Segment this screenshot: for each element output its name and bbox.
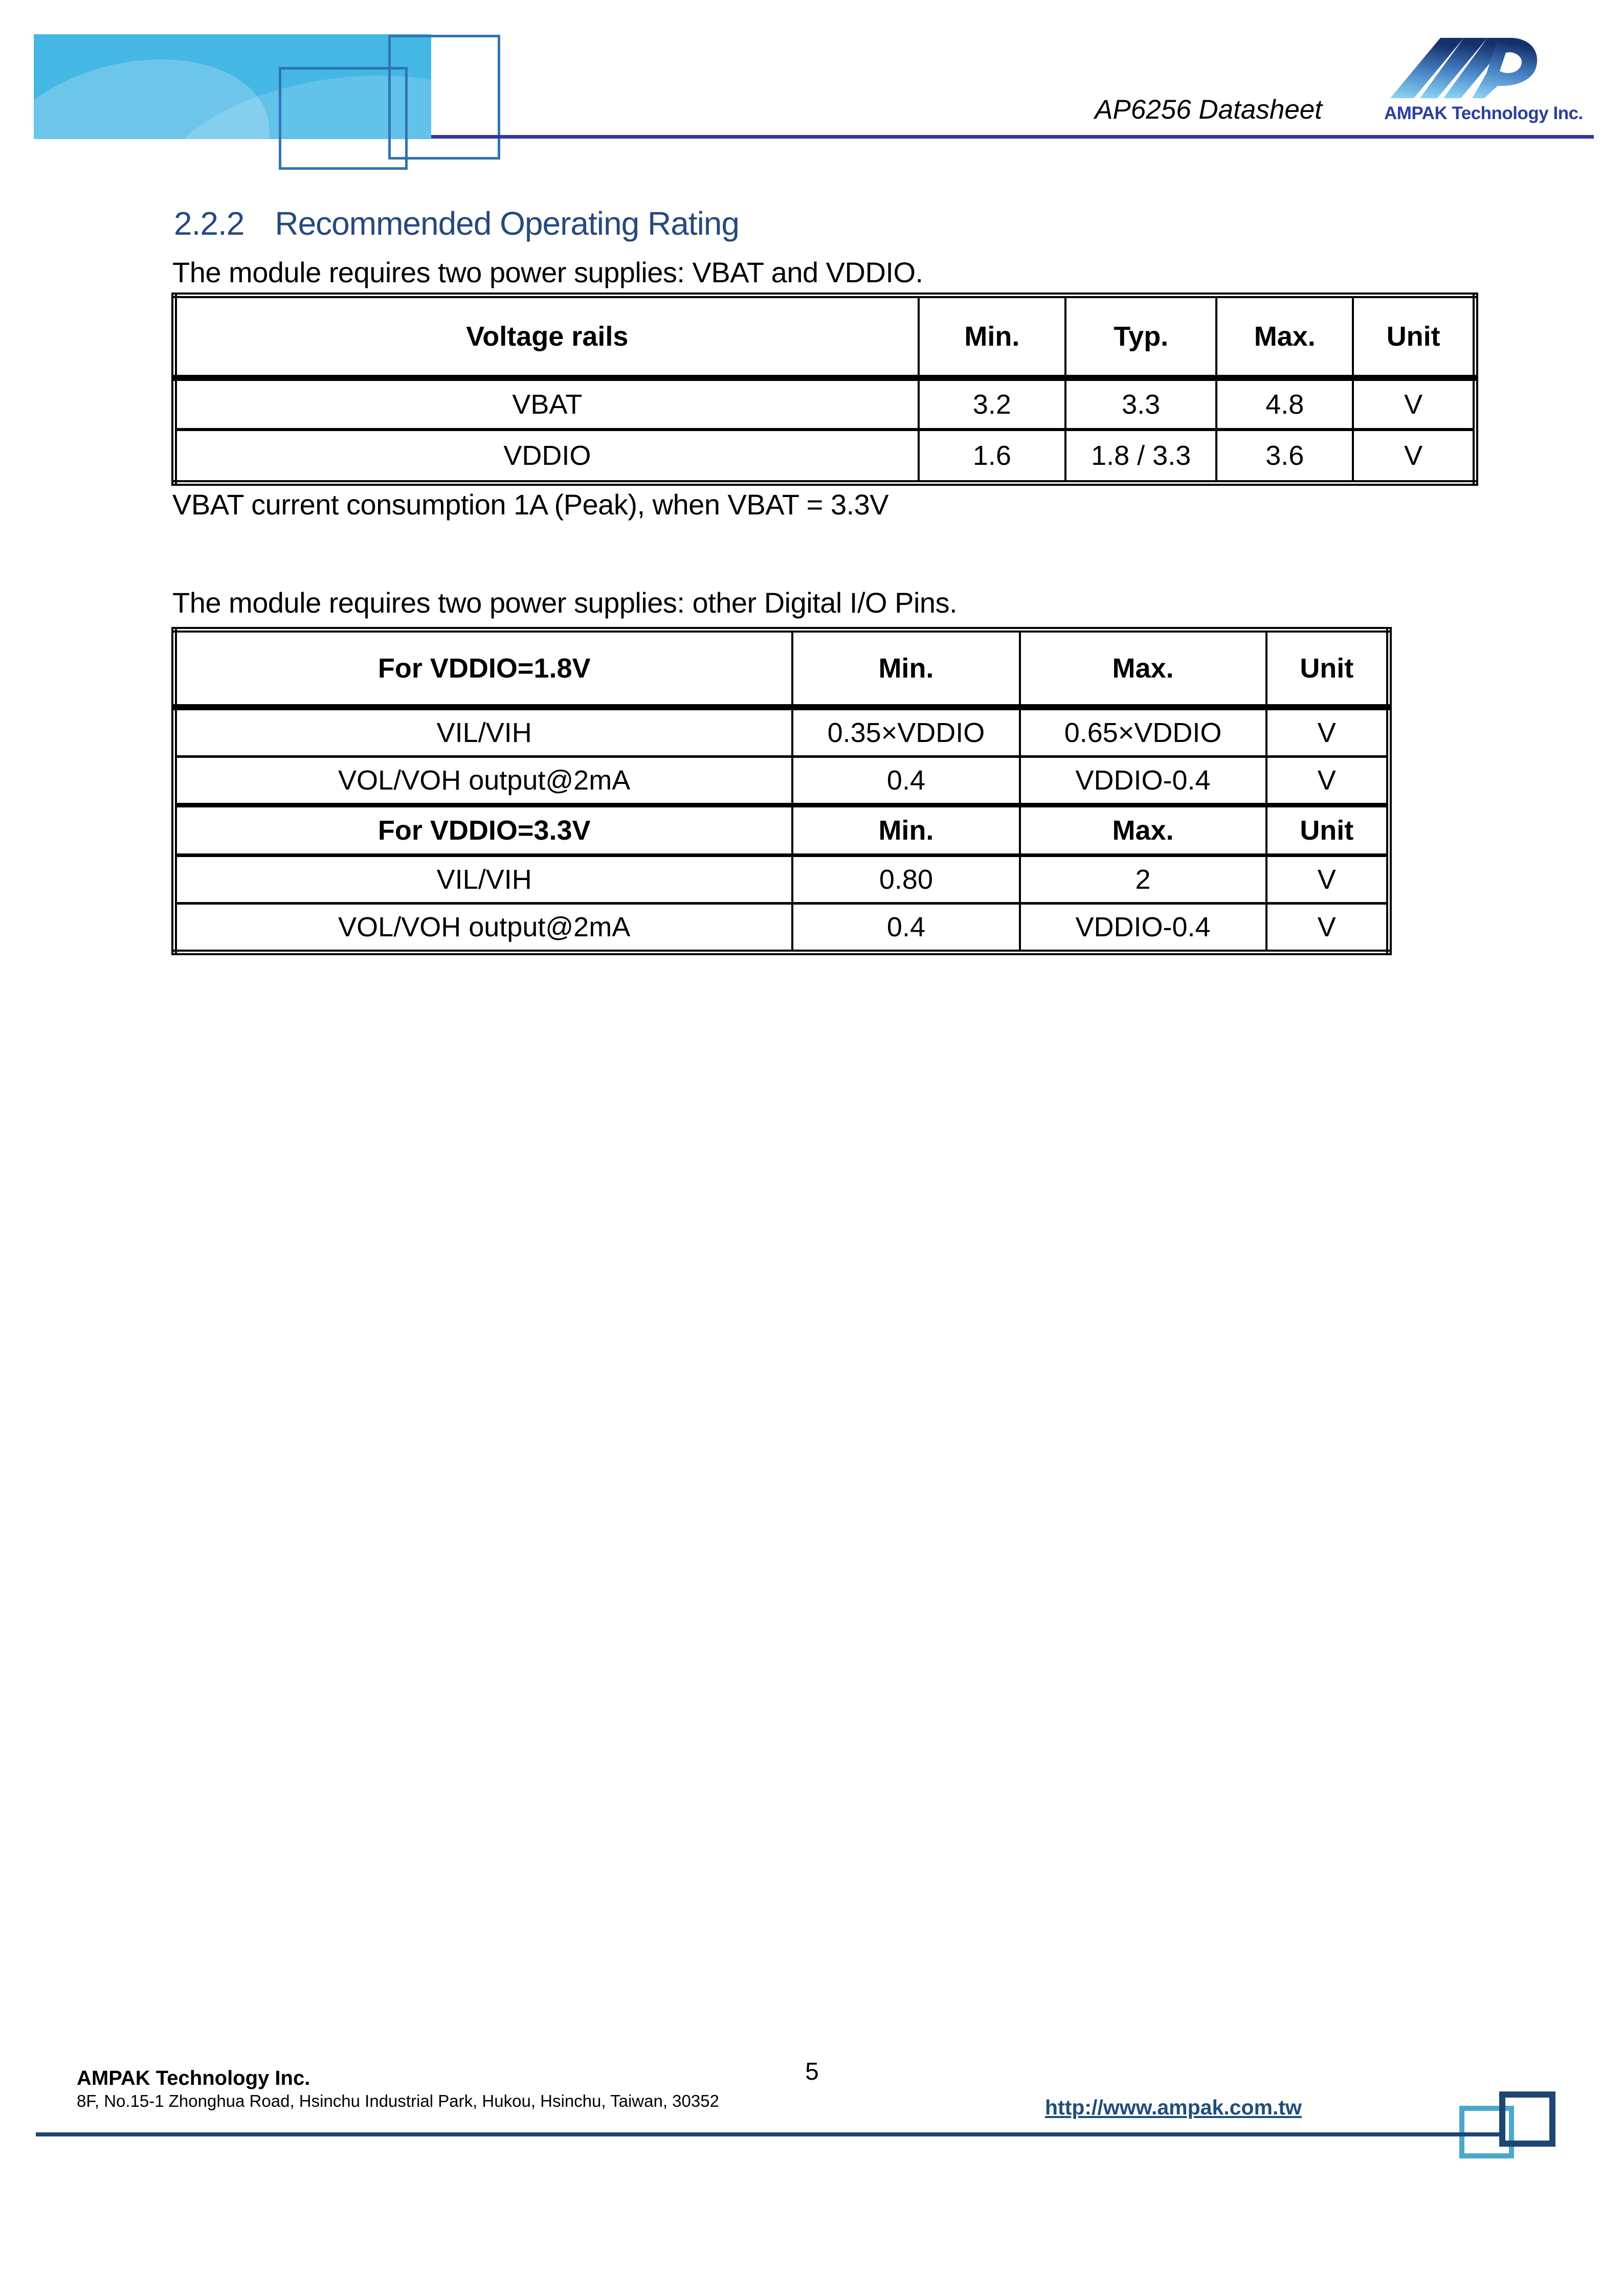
- table-cell: V: [1266, 904, 1389, 953]
- table-cell: V: [1353, 430, 1475, 483]
- section-heading: [174, 205, 739, 242]
- column-header: For VDDIO=1.8V: [174, 630, 793, 708]
- column-header: Unit: [1353, 296, 1475, 378]
- table-cell: VOL/VOH output@2mA: [174, 904, 793, 953]
- header-divider-line: [431, 135, 1594, 139]
- table-cell: 3.3: [1065, 378, 1216, 430]
- column-header: Min.: [792, 630, 1019, 708]
- intro-paragraph-1: The module requires two power supplies: VBAT and VDDIO.: [172, 256, 923, 288]
- table-cell: 0.4: [792, 757, 1019, 805]
- table-cell: 2: [1020, 856, 1266, 904]
- table-cell: V: [1266, 856, 1389, 904]
- vbat-note: VBAT current consumption 1A (Peak), when VBAT = 3.3V: [172, 488, 889, 521]
- table-row: [174, 757, 1389, 805]
- column-header: Max.: [1216, 296, 1353, 378]
- table-cell: VDDIO-0.4: [1020, 757, 1266, 805]
- table-cell: V: [1266, 707, 1389, 757]
- table-cell: VIL/VIH: [174, 856, 793, 904]
- table-cell: 0.4: [792, 904, 1019, 953]
- table-cell: VDDIO-0.4: [1020, 904, 1266, 953]
- ampak-logo-text: AMPAK Technology Inc.: [1384, 103, 1583, 123]
- table-cell: 1.6: [919, 430, 1065, 483]
- column-header: Max.: [1020, 630, 1266, 708]
- table-cell: 3.6: [1216, 430, 1353, 483]
- table-cell: 0.80: [792, 856, 1019, 904]
- table-row: [174, 378, 1476, 430]
- footer-website-link[interactable]: http://www.ampak.com.tw: [1045, 2096, 1302, 2119]
- doc-title: AP6256 Datasheet: [1095, 95, 1322, 125]
- header-art-outline-upper: [388, 35, 500, 160]
- table-row: [174, 856, 1389, 904]
- table-cell: V: [1266, 757, 1389, 805]
- table-cell: 4.8: [1216, 378, 1353, 430]
- digital-io-table: [171, 627, 1392, 955]
- table-cell: 3.2: [919, 378, 1065, 430]
- table-cell: V: [1353, 378, 1475, 430]
- column-header: Unit: [1266, 630, 1389, 708]
- table-header-row: [174, 630, 1389, 708]
- table-cell: VOL/VOH output@2mA: [174, 757, 793, 805]
- footer-company: AMPAK Technology Inc.: [77, 2067, 310, 2089]
- table-header-row: [174, 805, 1389, 856]
- footer-art-navy-square: [1499, 2091, 1555, 2147]
- table-row: [174, 707, 1389, 757]
- voltage-rails-table: [171, 292, 1478, 486]
- table-cell: 0.35×VDDIO: [792, 707, 1019, 757]
- page-number: 5: [805, 2058, 819, 2085]
- intro-paragraph-2: The module requires two power supplies: other Digital I/O Pins.: [172, 587, 958, 619]
- table-row: [174, 430, 1476, 483]
- column-header: Max.: [1020, 805, 1266, 856]
- column-header: Min.: [792, 805, 1019, 856]
- column-header: Min.: [919, 296, 1065, 378]
- column-header: Unit: [1266, 805, 1389, 856]
- table-cell: VIL/VIH: [174, 707, 793, 757]
- footer-divider-line: [36, 2132, 1504, 2136]
- table-cell: VBAT: [174, 378, 919, 430]
- table-cell: VDDIO: [174, 430, 919, 483]
- footer-address: 8F, No.15-1 Zhonghua Road, Hsinchu Industrial Park, Hukou, Hsinchu, Taiwan, 30352: [77, 2091, 719, 2110]
- table-row: [174, 904, 1389, 953]
- section-number: 2.2.2: [174, 205, 244, 242]
- table-cell: 0.65×VDDIO: [1020, 707, 1266, 757]
- column-header: Voltage rails: [174, 296, 919, 378]
- column-header: Typ.: [1065, 296, 1216, 378]
- table-cell: 1.8 / 3.3: [1065, 430, 1216, 483]
- section-title: Recommended Operating Rating: [275, 205, 739, 242]
- column-header: For VDDIO=3.3V: [174, 805, 793, 856]
- ampak-logo-icon: [1389, 37, 1539, 99]
- table-header-row: [174, 296, 1476, 378]
- ampak-logo: [1384, 37, 1583, 124]
